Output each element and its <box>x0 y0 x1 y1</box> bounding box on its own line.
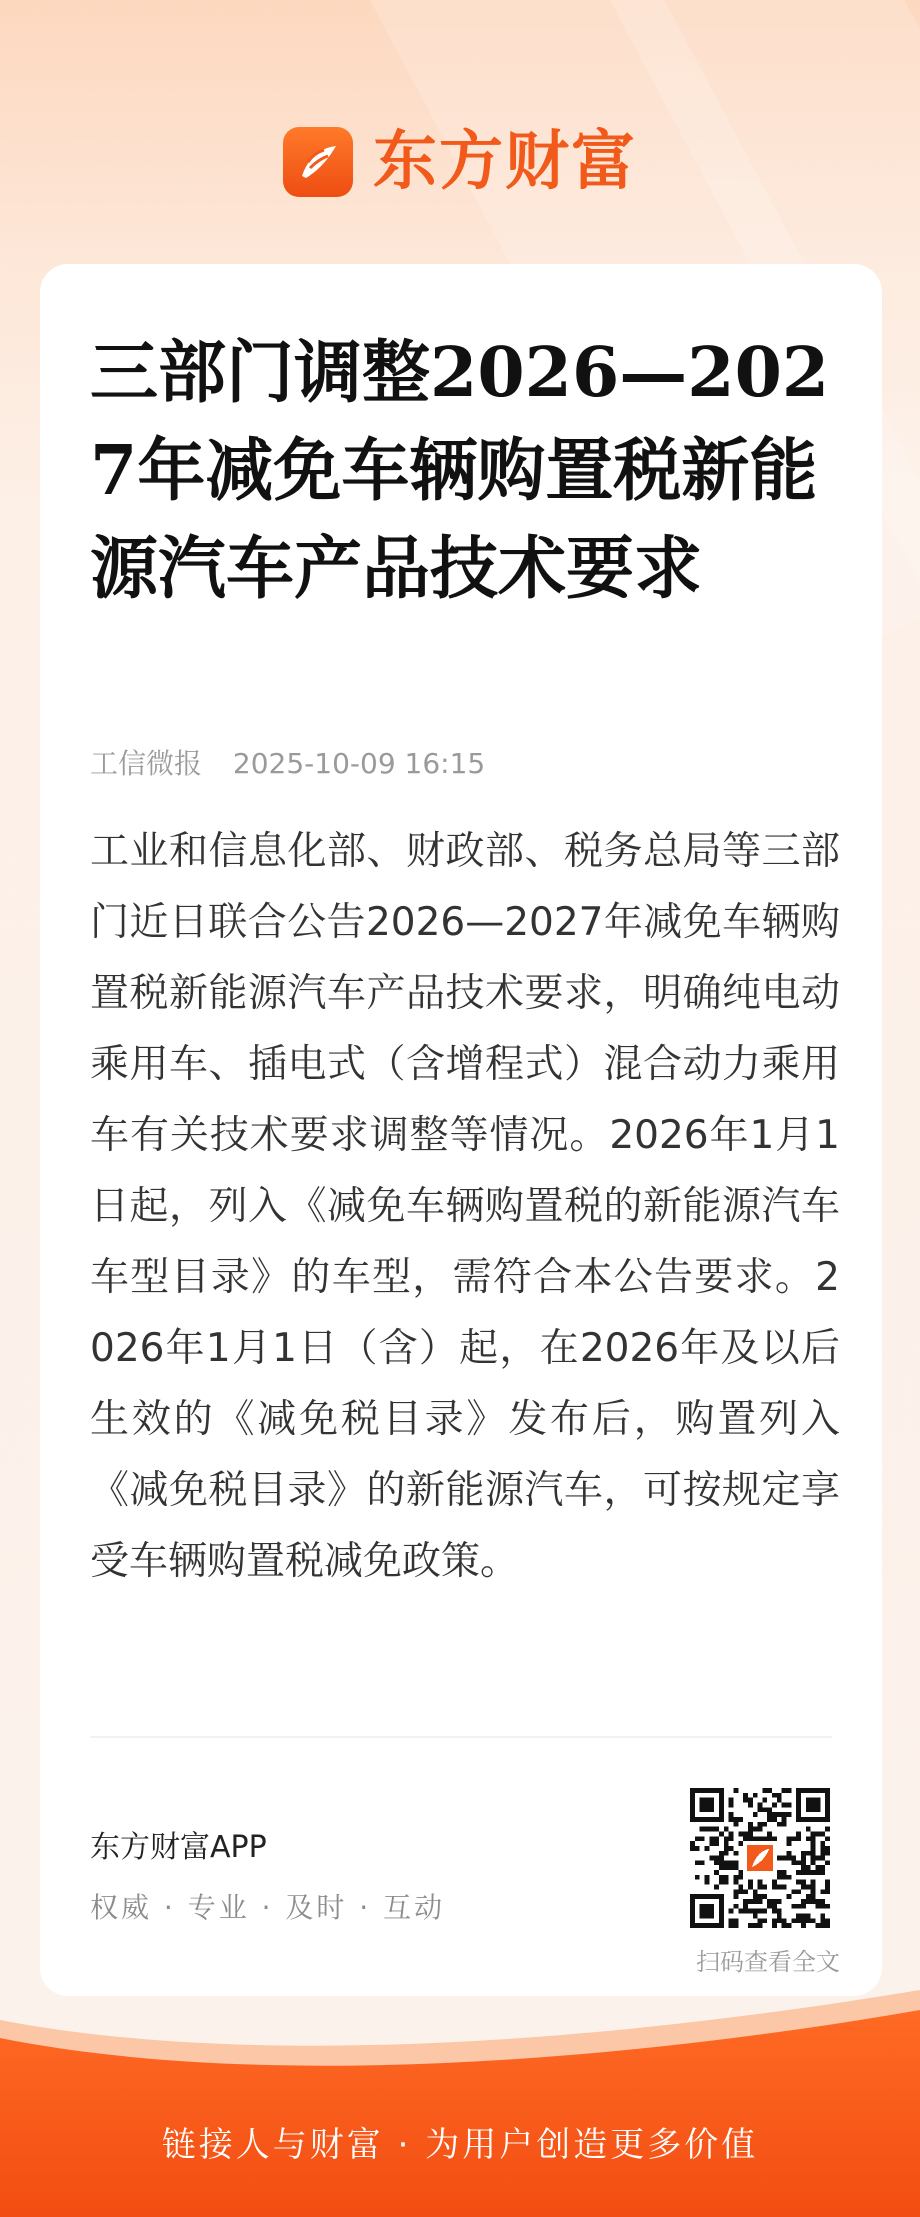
article-body: 工业和信息化部、财政部、税务总局等三部门近日联合公告2026—2027年减免车辆购置税新能源汽车产品技术要求，明确纯电动乘用车、插电式（含增程式）混合动力乘用车有关技术要求调整等情况。2026年1月1日起，列入《减免车辆购置税的新能源汽车车型目录》的车型，需符合本公告要求。2026年1月1日（含）起，在2026年及以后生效的《减免税目录》发布后，购置列入《减免税目录》的新能源汽车，可按规定享受车辆购置税减免政策。 <box>90 829 840 1584</box>
app-name: 东方财富APP <box>90 1830 267 1865</box>
qr-caption: 扫码查看全文 <box>696 1948 840 1976</box>
bottom-slogan: 链接人与财富 · 为用户创造更多价值 <box>161 2125 759 2165</box>
article-title: 三部门调整2026—2027年减免车辆购置税新能源汽车产品技术要求 <box>90 333 830 609</box>
brand-mark-icon <box>283 127 353 197</box>
article-card <box>40 264 882 1996</box>
qr-code-icon[interactable] <box>690 1788 830 1928</box>
brand-logo <box>0 124 920 200</box>
bottom-banner <box>0 1980 920 2217</box>
brand-name: 东方财富 <box>373 125 637 199</box>
article-meta <box>90 744 485 784</box>
divider <box>90 1736 832 1738</box>
article-source: 工信微报 <box>90 747 203 780</box>
app-slogan: 权威 · 专业 · 及时 · 互动 <box>90 1891 446 1924</box>
article-datetime: 2025-10-09 16:15 <box>232 747 486 780</box>
